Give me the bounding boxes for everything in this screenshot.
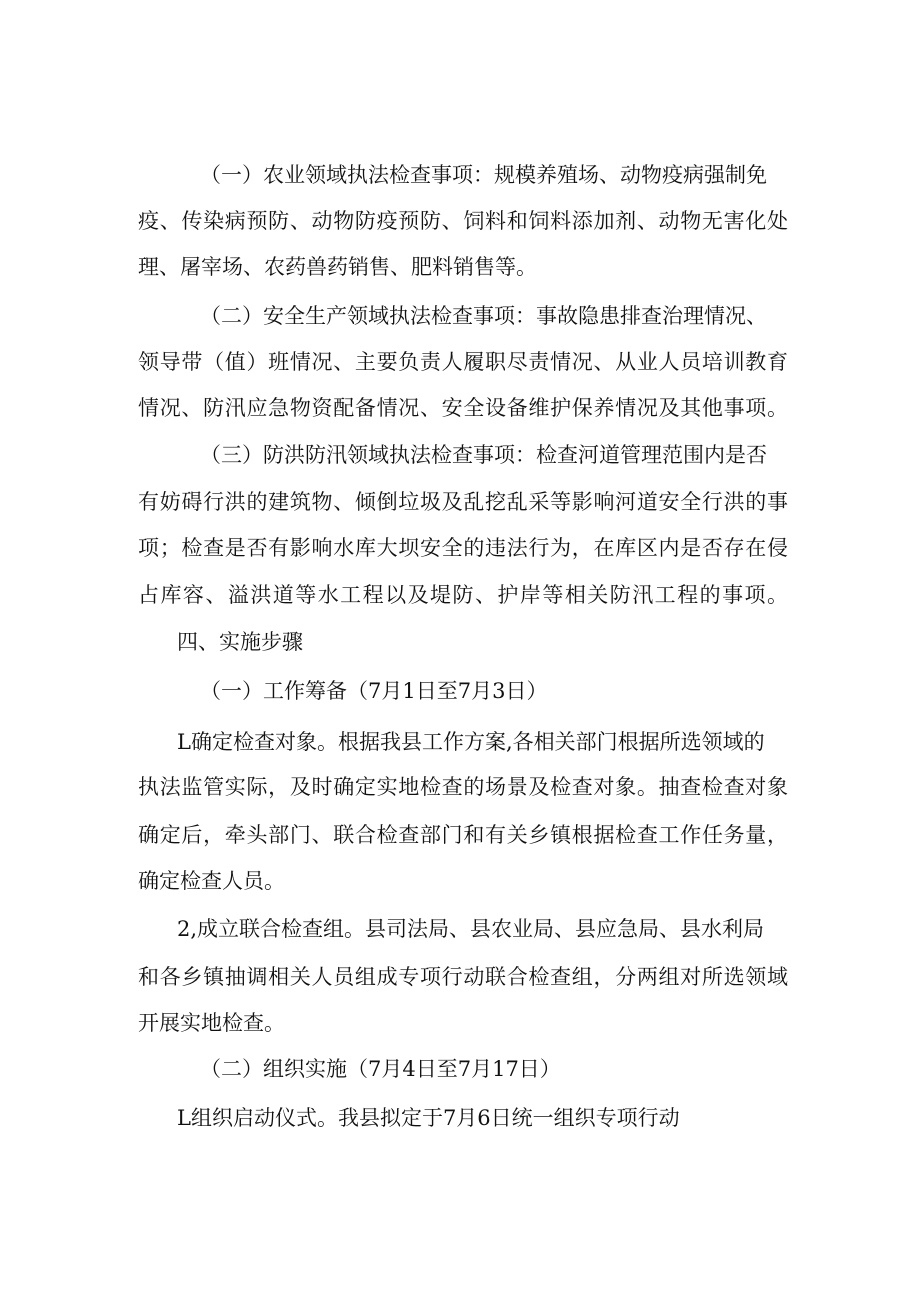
text-line: L组织启动仪式。我县拟定于7月6日统一组织专项行动 xyxy=(177,1106,680,1130)
text-line: （一）农业领域执法检查事项：规模养殖场、动物疫病强制免 xyxy=(200,163,767,187)
text-line: 占库容、溢洪道等水工程以及堤防、护岸等相关防汛工程的事项。 xyxy=(138,583,788,607)
section-heading: 四、实施步骤 xyxy=(177,630,303,654)
text-line: 2,成立联合检查组。县司法局、县农业局、县应急局、县水利局 xyxy=(177,917,765,941)
text-line: 确定后，牵头部门、联合检查部门和有关乡镇根据检查工作任务量， xyxy=(138,823,788,847)
text-line: 和各乡镇抽调相关人员组成专项行动联合检查组，分两组对所选领域 xyxy=(138,965,788,989)
text-line: 领导带（值）班情况、主要负责人履职尽责情况、从业人员培训教育 xyxy=(138,350,788,374)
text-line: 执法监管实际，及时确定实地检查的场景及检查对象。抽查检查对象 xyxy=(138,775,788,799)
subsection-heading: （一）工作筹备（7月1日至7月3日） xyxy=(200,679,548,703)
text-line: 确定检查人员。 xyxy=(138,869,285,893)
text-line: 开展实地检查。 xyxy=(138,1011,285,1035)
text-line: 疫、传染病预防、动物防疫预防、饲料和饲料添加剂、动物无害化处 xyxy=(138,209,788,233)
text-line: L确定检查对象。根据我县工作方案,各相关部门根据所选领域的 xyxy=(177,730,765,754)
text-line: （二）安全生产领域执法检查事项：事故隐患排查治理情况、 xyxy=(200,304,767,328)
text-line: 理、屠宰场、农药兽药销售、肥料销售等。 xyxy=(138,255,537,279)
text-line: （三）防洪防汛领域执法检查事项：检查河道管理范围内是否 xyxy=(200,443,767,467)
subsection-heading: （二）组织实施（7月4日至7月17日） xyxy=(200,1057,561,1081)
text-line: 情况、防汛应急物资配备情况、安全设备维护保养情况及其他事项。 xyxy=(138,396,788,420)
text-line: 项；检查是否有影响水库大坝安全的违法行为，在库区内是否存在侵 xyxy=(138,536,788,560)
text-line: 有妨碍行洪的建筑物、倾倒垃圾及乱挖乱采等影响河道安全行洪的事 xyxy=(138,490,788,514)
